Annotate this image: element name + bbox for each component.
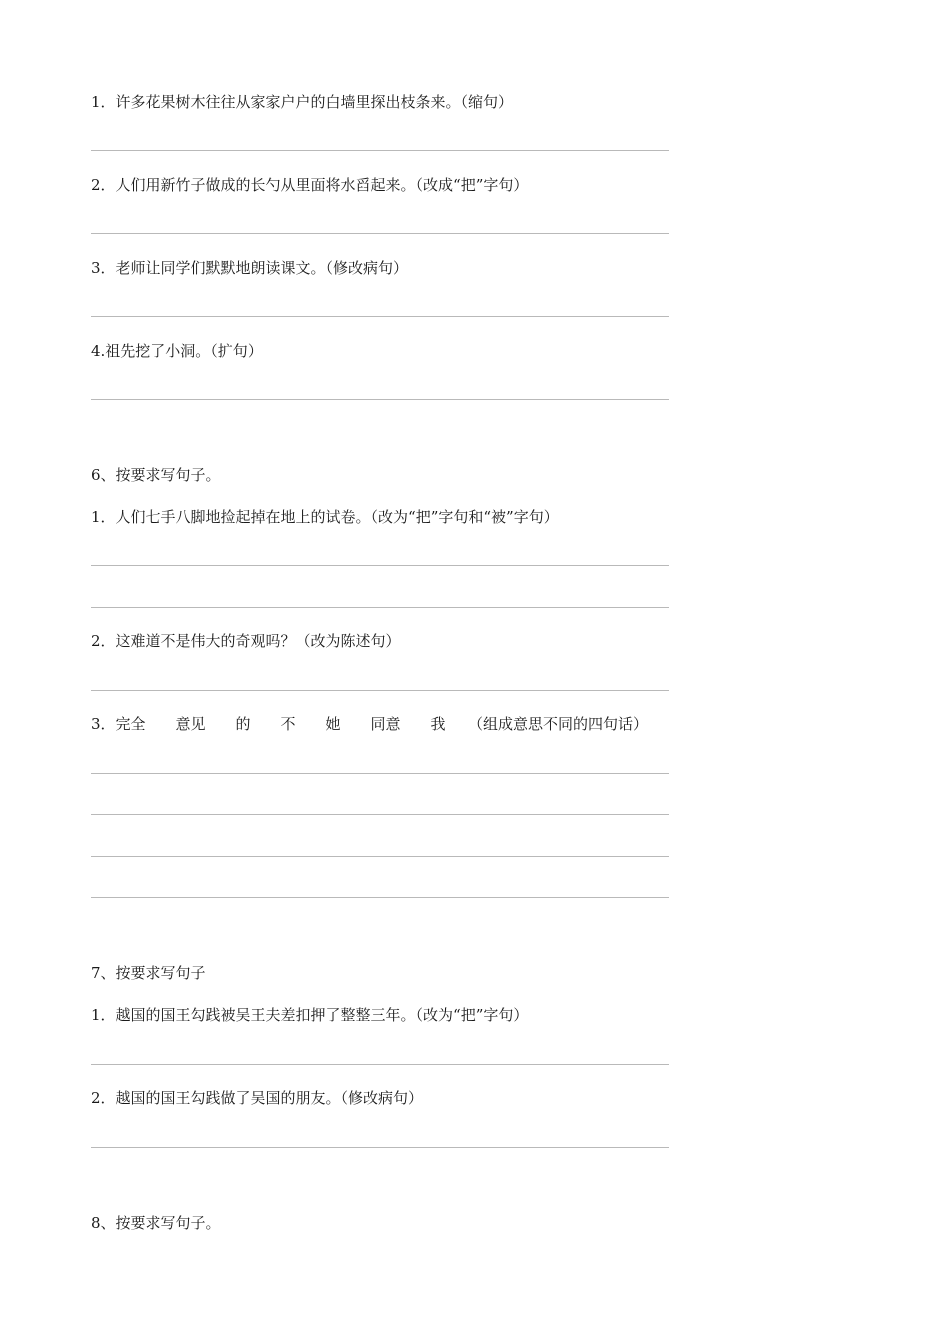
answer-line[interactable] [91, 1147, 669, 1148]
question-ba-bei-sentence: 1．人们七手八脚地捡起掉在地上的试卷。（改为“把”字句和“被”字句） [91, 508, 559, 526]
answer-line[interactable] [91, 399, 669, 400]
answer-line[interactable] [91, 897, 669, 898]
question-shrink-sentence: 1．许多花果树木往往从家家户户的白墙里探出枝条来。（缩句） [91, 93, 514, 111]
answer-line[interactable] [91, 233, 669, 234]
section-7-heading: 7、按要求写句子 [91, 964, 206, 982]
answer-line[interactable] [91, 814, 669, 815]
question-declarative-sentence: 2．这难道不是伟大的奇观吗？（改为陈述句） [91, 632, 401, 650]
question-fix-sentence-goujian: 2．越国的国王勾践做了吴国的朋友。（修改病句） [91, 1089, 424, 1107]
question-ba-sentence: 2．人们用新竹子做成的长勺从里面将水舀起来。（改成“把”字句） [91, 176, 529, 194]
question-fix-sentence: 3．老师让同学们默默地朗读课文。（修改病句） [91, 259, 409, 277]
answer-line[interactable] [91, 690, 669, 691]
section-6-heading: 6、按要求写句子。 [91, 466, 221, 484]
answer-line[interactable] [91, 607, 669, 608]
answer-line[interactable] [91, 150, 669, 151]
answer-line[interactable] [91, 316, 669, 317]
question-ba-sentence-goujian: 1．越国的国王勾践被吴王夫差扣押了整整三年。（改为“把”字句） [91, 1006, 529, 1024]
answer-line[interactable] [91, 565, 669, 566]
answer-line[interactable] [91, 1064, 669, 1065]
answer-line[interactable] [91, 773, 669, 774]
question-word-order: 3．完全 意见 的 不 她 同意 我 （组成意思不同的四句话） [91, 715, 649, 733]
answer-line[interactable] [91, 856, 669, 857]
question-expand-sentence: 4.祖先挖了小洞。（扩句） [91, 342, 263, 360]
section-8-heading: 8、按要求写句子。 [91, 1214, 221, 1232]
